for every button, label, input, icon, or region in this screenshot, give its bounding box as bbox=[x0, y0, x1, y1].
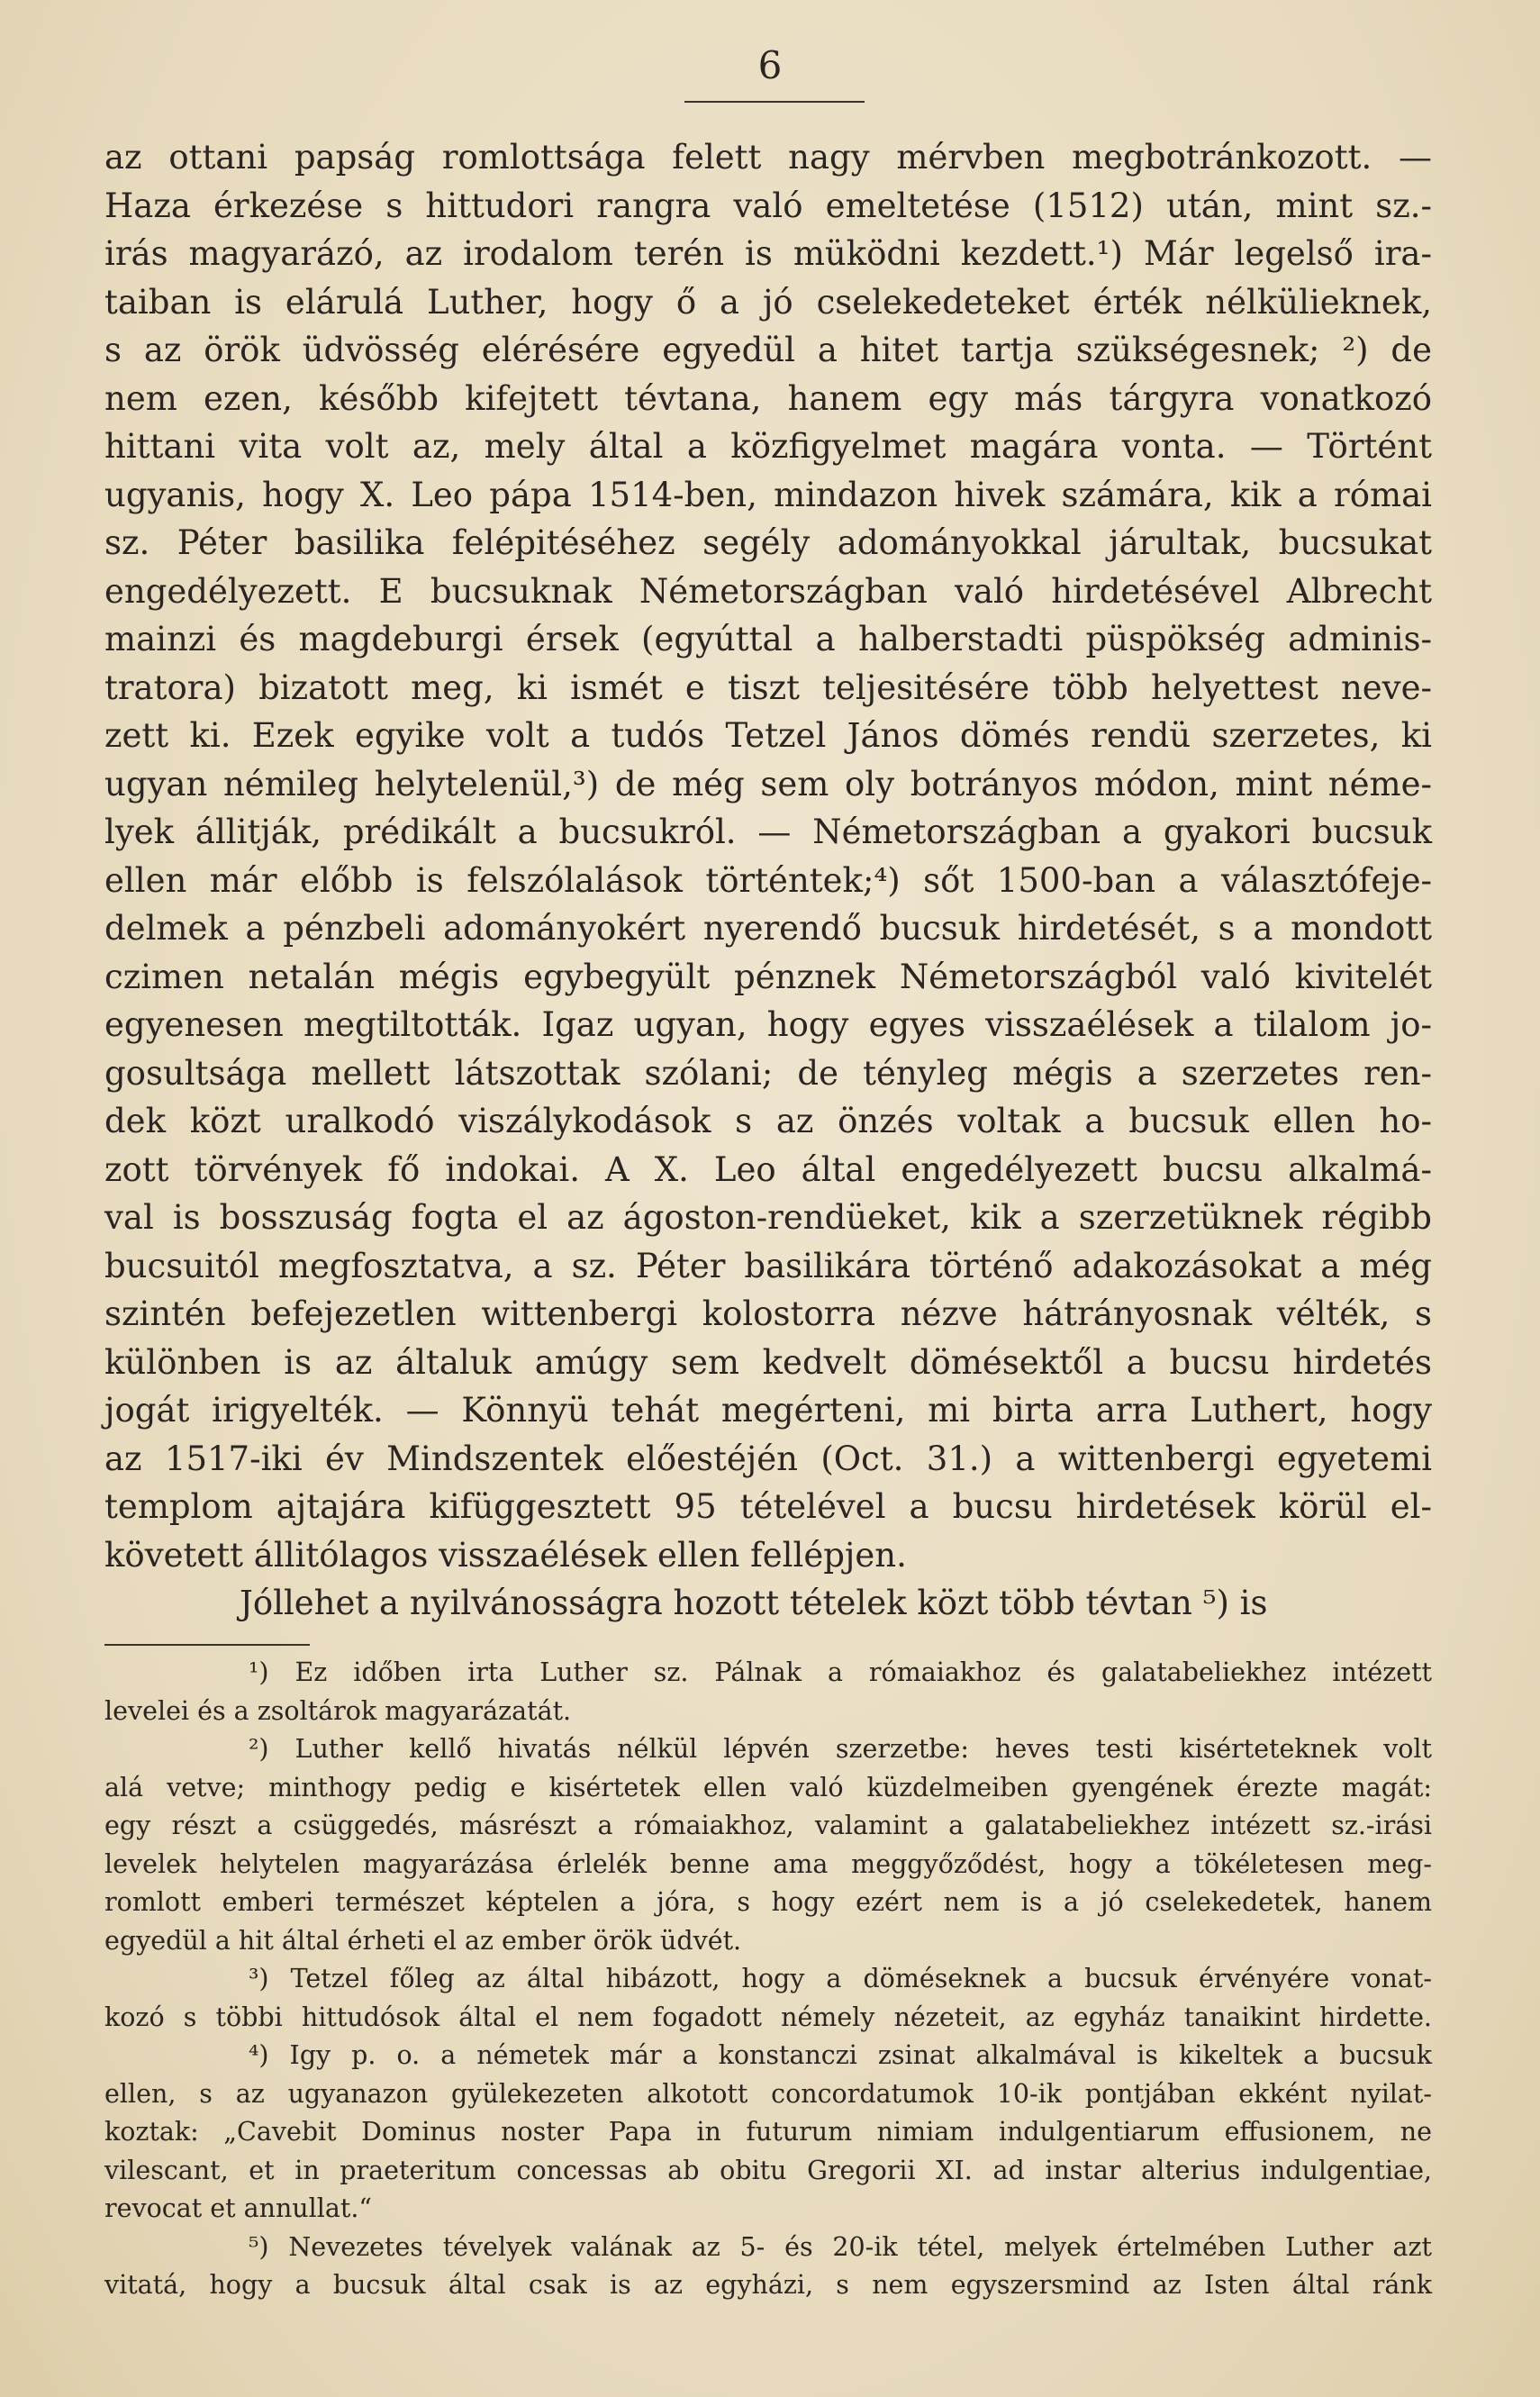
footnote-line: koztak: „Cavebit Dominus noster Papa in futurum nimiam indulgentiarum effusionem, ne bbox=[104, 2117, 1432, 2147]
footnote-line: egyedül a hit által érheti el az ember örök üdvét. bbox=[104, 1925, 742, 1956]
footnote-line: revocat et annullat.“ bbox=[104, 2193, 372, 2223]
body-text bbox=[104, 133, 1432, 1628]
body-line: gosultsága mellett látszottak szólani; de tényleg mégis a szerzetes ren- bbox=[104, 1053, 1432, 1093]
footnote-line: ¹) Ez időben irta Luther sz. Pálnak a rómaiakhoz és galatabeliekhez intézett bbox=[249, 1657, 1432, 1687]
body-line: hittani vita volt az, mely által a közfigyelmet magára vonta. — Történt bbox=[104, 427, 1432, 466]
footnote-line: levelei és a zsoltárok magyarázatát. bbox=[104, 1695, 572, 1726]
body-line: Jóllehet a nyilvánosságra hozott tételek közt több tévtan ⁵) is bbox=[240, 1584, 1268, 1622]
body-line: czimen netalán mégis egybegyült pénznek Németországból való kivitelét bbox=[104, 957, 1432, 996]
body-line: az ottani papság romlottsága felett nagy mérvben megbotránkozott. — bbox=[104, 138, 1432, 177]
page-number: 6 bbox=[757, 43, 783, 87]
body-line: sz. Péter basilika felépitéséhez segély adományokkal járultak, bucsukat bbox=[104, 523, 1432, 562]
body-line: dek közt uralkodó viszálykodások s az önzés voltak a bucsuk ellen ho- bbox=[104, 1102, 1432, 1140]
footnote-line: ²) Luther kellő hivatás nélkül lépvén szerzetbe: heves testi kisérteteknek volt bbox=[249, 1734, 1432, 1764]
body-line: ugyanis, hogy X. Leo pápa 1514-ben, mindazon hivek számára, kik a római bbox=[104, 475, 1432, 514]
body-line: nem ezen, később kifejtett tévtana, hanem egy más tárgyra vonatkozó bbox=[104, 378, 1432, 418]
body-line: különben is az általuk amúgy sem kedvelt dömésektől a bucsu hirdetés bbox=[104, 1342, 1432, 1382]
body-line: az 1517-iki év Mindszentek előestéjén (Oct. 31.) a wittenbergi egyetemi bbox=[104, 1439, 1432, 1478]
body-line: engedélyezett. E bucsuknak Németországban való hirdetésével Albrecht bbox=[104, 571, 1432, 611]
body-line: szintén befejezetlen wittenbergi kolostorra nézve hátrányosnak vélték, s bbox=[104, 1294, 1432, 1333]
footnote-line: egy részt a csüggedés, másrészt a rómaiakhoz, valamint a galatabeliekhez intézett sz.-irási bbox=[104, 1811, 1432, 1840]
body-line: jogát irigyelték. — Könnyü tehát megérteni, mi birta arra Luthert, hogy bbox=[104, 1391, 1432, 1430]
body-line: zott törvények fő indokai. A X. Leo által engedélyezett bucsu alkalmá- bbox=[104, 1149, 1432, 1189]
body-line: bucsuitól megfosztatva, a sz. Péter basilikára történő adakozásokat a még bbox=[104, 1246, 1432, 1285]
body-line: egyenesen megtiltották. Igaz ugyan, hogy egyes visszaélések a tilalom jo- bbox=[104, 1005, 1432, 1044]
footnote-line: alá vetve; minthogy pedig e kisértetek ellen való küzdelmeiben gyengének érezte magát: bbox=[104, 1772, 1432, 1802]
body-line: delmek a pénzbeli adományokért nyerendő bucsuk hirdetését, s a mondott bbox=[104, 909, 1432, 948]
footnote-line: ellen, s az ugyanazon gyülekezeten alkotott concordatumok 10-ik pontjában ekként nyilat- bbox=[104, 2078, 1432, 2109]
body-line: zett ki. Ezek egyike volt a tudós Tetzel János dömés rendü szerzetes, ki bbox=[104, 716, 1432, 755]
footnote-line: levelek helytelen magyarázása érlelék benne ama meggyőződést, hogy a tökéletesen meg- bbox=[104, 1848, 1432, 1879]
footnote-line: romlott emberi természet képtelen a jóra, s hogy ezért nem is a jó cselekedetek, hanem bbox=[104, 1887, 1432, 1917]
body-line: ellen már előbb is felszólalások történtek;⁴) sőt 1500-ban a választófeje- bbox=[104, 860, 1432, 900]
header-rule bbox=[684, 101, 865, 103]
body-line: tratora) bizatott meg, ki ismét e tiszt teljesitésére több helyettest neve- bbox=[104, 667, 1432, 707]
footnote-line: ⁵) Nevezetes tévelyek valának az 5- és 20-ik tétel, melyek értelmében Luther azt bbox=[249, 2231, 1432, 2262]
body-line: mainzi és magdeburgi érsek (egyúttal a halberstadti püspökség adminis- bbox=[104, 620, 1432, 658]
body-line: Haza érkezése s hittudori rangra való emeltetése (1512) után, mint sz.- bbox=[104, 186, 1432, 225]
footnote-line: ³) Tetzel főleg az által hibázott, hogy a döméseknek a bucsuk érvényére vonat- bbox=[249, 1964, 1432, 1993]
footnote-line: vitatá, hogy a bucsuk által csak is az egyházi, s nem egyszersmind az Isten által ránk bbox=[104, 2270, 1432, 2300]
body-line: taiban is elárulá Luther, hogy ő a jó cselekedeteket érték nélkülieknek, bbox=[104, 282, 1432, 322]
footnote-line: ⁴) Igy p. o. a németek már a konstanczi zsinat alkalmával is kikeltek a bucsuk bbox=[249, 2040, 1432, 2070]
body-line: templom ajtajára kifüggesztett 95 tételével a bucsu hirdetések körül el- bbox=[104, 1487, 1432, 1526]
body-line: ugyan némileg helytelenül,³) de még sem oly botrányos módon, mint néme- bbox=[104, 764, 1432, 804]
body-line: lyek állitják, prédikált a bucsukról. — Németországban a gyakori bucsuk bbox=[104, 813, 1432, 851]
body-line: val is bosszuság fogta el az ágoston-rendüeket, kik a szerzetüknek régibb bbox=[104, 1198, 1432, 1237]
footnotes bbox=[104, 1654, 1432, 2305]
body-line: irás magyarázó, az irodalom terén is müködni kezdett.¹) Már legelső ira- bbox=[104, 234, 1432, 273]
footnote-line: kozó s többi hittudósok által el nem fogadott némely nézeteit, az egyház tanaikint hirdette. bbox=[104, 2002, 1432, 2032]
footnote-rule bbox=[104, 1644, 310, 1646]
footnote-line: vilescant, et in praeteritum concessas ab obitu Gregorii XI. ad instar alterius indulgentiae, bbox=[104, 2155, 1432, 2185]
body-line: s az örök üdvösség elérésére egyedül a hitet tartja szükségesnek; ²) de bbox=[104, 331, 1432, 369]
body-line: követett állitólagos visszaélések ellen fellépjen. bbox=[104, 1535, 907, 1575]
